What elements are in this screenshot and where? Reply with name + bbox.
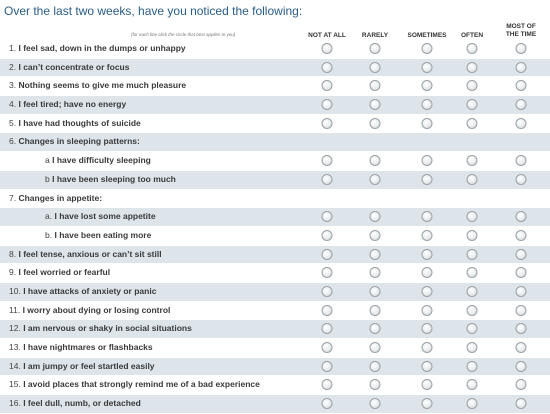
radio-most-of-the-time[interactable] <box>516 118 527 129</box>
question-label <box>45 174 176 184</box>
radio-most-of-the-time[interactable] <box>516 174 527 185</box>
table-row <box>0 40 550 59</box>
radio-rarely[interactable] <box>370 155 381 166</box>
radio-often[interactable] <box>467 286 478 297</box>
question-number: 3. <box>9 80 17 91</box>
table-row <box>0 339 550 358</box>
question-number: a. <box>45 211 53 222</box>
question-text: I feel sad, down in the dumps or unhappy <box>18 43 186 53</box>
radio-most-of-the-time[interactable] <box>516 398 527 409</box>
radio-often[interactable] <box>467 361 478 372</box>
question-text: Changes in sleeping patterns: <box>18 136 140 147</box>
table-row <box>0 264 550 283</box>
radio-not-at-all[interactable] <box>322 99 333 110</box>
radio-often[interactable] <box>467 43 478 54</box>
question-text: I have difficulty sleeping <box>52 155 151 166</box>
table-row <box>0 283 550 302</box>
question-number: 2. <box>9 61 17 72</box>
radio-not-at-all[interactable] <box>322 155 333 166</box>
radio-often[interactable] <box>467 267 478 278</box>
radio-sometimes[interactable] <box>422 118 433 129</box>
question-label <box>9 379 260 389</box>
radio-rarely[interactable] <box>370 43 381 54</box>
question-label <box>9 286 156 296</box>
table-header <box>0 19 550 40</box>
question-number: 12. <box>9 323 21 334</box>
question-number: 10. <box>9 285 21 296</box>
radio-often[interactable] <box>467 62 478 73</box>
table-row <box>0 115 550 134</box>
radio-sometimes[interactable] <box>422 323 433 334</box>
radio-rarely[interactable] <box>370 174 381 185</box>
question-number: 6. <box>9 136 17 147</box>
table-row <box>0 302 550 321</box>
question-text: I have attacks of anxiety or panic <box>23 285 157 296</box>
radio-often[interactable] <box>467 80 478 91</box>
table-row <box>0 320 550 339</box>
question-number: 5. <box>9 117 17 128</box>
radio-often[interactable] <box>467 99 478 110</box>
radio-often[interactable] <box>467 118 478 129</box>
column-header-sometimes: SOMETIMES <box>407 32 447 39</box>
question-label <box>9 80 186 90</box>
radio-most-of-the-time[interactable] <box>516 249 527 260</box>
radio-rarely[interactable] <box>370 99 381 110</box>
question-text: I feel dull, numb, or detached <box>23 398 141 409</box>
question-label <box>9 193 102 203</box>
table-row <box>0 152 550 171</box>
radio-often[interactable] <box>467 398 478 409</box>
radio-often[interactable] <box>467 323 478 334</box>
questionnaire-table <box>0 40 550 414</box>
table-row <box>0 133 550 152</box>
radio-often[interactable] <box>467 342 478 353</box>
radio-often[interactable] <box>467 249 478 260</box>
table-row <box>0 208 550 227</box>
radio-not-at-all[interactable] <box>322 342 333 353</box>
question-label <box>45 230 151 240</box>
question-text: I feel worried or fearful <box>18 267 111 278</box>
radio-sometimes[interactable] <box>422 342 433 353</box>
question-label <box>9 118 141 128</box>
table-row <box>0 246 550 265</box>
radio-rarely[interactable] <box>370 267 381 278</box>
radio-often[interactable] <box>467 305 478 316</box>
radio-not-at-all[interactable] <box>322 174 333 185</box>
table-row <box>0 395 550 414</box>
table-row <box>0 171 550 190</box>
radio-most-of-the-time[interactable] <box>516 80 527 91</box>
radio-not-at-all[interactable] <box>322 267 333 278</box>
radio-sometimes[interactable] <box>422 80 433 91</box>
question-label <box>9 99 126 109</box>
radio-not-at-all[interactable] <box>322 249 333 260</box>
question-text: I have had thoughts of suicide <box>18 117 141 128</box>
radio-rarely[interactable] <box>370 249 381 260</box>
radio-not-at-all[interactable] <box>322 305 333 316</box>
radio-most-of-the-time[interactable] <box>516 267 527 278</box>
question-text: I feel tired; have no energy <box>18 99 127 110</box>
radio-sometimes[interactable] <box>422 174 433 185</box>
table-row <box>0 77 550 96</box>
radio-not-at-all[interactable] <box>322 230 333 241</box>
question-label <box>9 249 162 259</box>
page-title: Over the last two weeks, have you noticed the following: <box>4 4 303 18</box>
table-row <box>0 376 550 395</box>
question-label <box>9 398 141 408</box>
radio-not-at-all[interactable] <box>322 211 333 222</box>
question-text: I worry about dying or losing control <box>22 304 171 315</box>
radio-most-of-the-time[interactable] <box>516 230 527 241</box>
question-number: b. <box>45 229 53 240</box>
question-label <box>9 43 186 53</box>
table-row <box>0 96 550 115</box>
table-row <box>0 59 550 78</box>
table-row <box>0 190 550 209</box>
question-text: I feel tense, anxious or can’t sit still <box>18 248 162 259</box>
radio-not-at-all[interactable] <box>322 323 333 334</box>
radio-sometimes[interactable] <box>422 62 433 73</box>
radio-often[interactable] <box>467 211 478 222</box>
question-label <box>45 211 156 221</box>
question-number: 11. <box>9 304 21 315</box>
question-number: 1. <box>9 43 17 53</box>
radio-most-of-the-time[interactable] <box>516 342 527 353</box>
column-header-rarely: RARELY <box>361 32 389 39</box>
radio-rarely[interactable] <box>370 323 381 334</box>
question-label <box>9 267 110 277</box>
question-text: I am jumpy or feel startled easily <box>23 360 155 371</box>
radio-sometimes[interactable] <box>422 43 433 54</box>
question-label <box>9 305 170 315</box>
question-label <box>45 155 151 165</box>
question-number: 16. <box>9 398 21 409</box>
radio-not-at-all[interactable] <box>322 286 333 297</box>
radio-rarely[interactable] <box>370 305 381 316</box>
radio-sometimes[interactable] <box>422 286 433 297</box>
radio-not-at-all[interactable] <box>322 80 333 91</box>
question-number: 9. <box>9 267 17 278</box>
question-number: 4. <box>9 99 17 110</box>
radio-often[interactable] <box>467 155 478 166</box>
radio-sometimes[interactable] <box>422 99 433 110</box>
question-number: a <box>45 155 50 166</box>
radio-most-of-the-time[interactable] <box>516 323 527 334</box>
radio-most-of-the-time[interactable] <box>516 211 527 222</box>
radio-not-at-all[interactable] <box>322 118 333 129</box>
question-text: I am nervous or shaky in social situations <box>23 323 192 334</box>
radio-rarely[interactable] <box>370 361 381 372</box>
radio-sometimes[interactable] <box>422 155 433 166</box>
question-number: 13. <box>9 342 21 352</box>
radio-rarely[interactable] <box>370 80 381 91</box>
question-text: I have been eating more <box>54 229 152 240</box>
column-header-most-of-the-time: MOST OF THE TIME <box>505 23 537 38</box>
question-number: 14. <box>9 360 21 371</box>
question-number: 8. <box>9 248 17 259</box>
radio-sometimes[interactable] <box>422 398 433 409</box>
radio-not-at-all[interactable] <box>322 43 333 54</box>
radio-rarely[interactable] <box>370 62 381 73</box>
radio-sometimes[interactable] <box>422 361 433 372</box>
radio-rarely[interactable] <box>370 398 381 409</box>
radio-not-at-all[interactable] <box>322 62 333 73</box>
radio-most-of-the-time[interactable] <box>516 305 527 316</box>
radio-rarely[interactable] <box>370 230 381 241</box>
question-label <box>9 62 129 72</box>
radio-most-of-the-time[interactable] <box>516 286 527 297</box>
question-text: I have been sleeping too much <box>52 173 176 184</box>
question-number: 7. <box>9 192 17 203</box>
question-text: Changes in appetite: <box>18 192 103 203</box>
question-text: I can’t concentrate or focus <box>18 61 130 72</box>
column-header-often: OFTEN <box>460 32 484 39</box>
radio-rarely[interactable] <box>370 286 381 297</box>
radio-often[interactable] <box>467 174 478 185</box>
radio-rarely[interactable] <box>370 342 381 353</box>
table-row <box>0 227 550 246</box>
radio-most-of-the-time[interactable] <box>516 99 527 110</box>
question-label <box>9 342 153 352</box>
radio-sometimes[interactable] <box>422 379 433 390</box>
question-number: b <box>45 173 50 184</box>
radio-rarely[interactable] <box>370 118 381 129</box>
question-text: I have nightmares or flashbacks <box>23 342 153 352</box>
question-text: I have lost some appetite <box>54 211 156 222</box>
table-row <box>0 358 550 377</box>
radio-often[interactable] <box>467 379 478 390</box>
radio-sometimes[interactable] <box>422 249 433 260</box>
radio-sometimes[interactable] <box>422 305 433 316</box>
question-label <box>9 361 155 371</box>
radio-not-at-all[interactable] <box>322 379 333 390</box>
question-text: Nothing seems to give me much pleasure <box>18 80 187 91</box>
radio-sometimes[interactable] <box>422 211 433 222</box>
radio-not-at-all[interactable] <box>322 398 333 409</box>
radio-not-at-all[interactable] <box>322 361 333 372</box>
radio-rarely[interactable] <box>370 379 381 390</box>
radio-most-of-the-time[interactable] <box>516 62 527 73</box>
radio-sometimes[interactable] <box>422 267 433 278</box>
radio-most-of-the-time[interactable] <box>516 43 527 54</box>
radio-most-of-the-time[interactable] <box>516 379 527 390</box>
radio-most-of-the-time[interactable] <box>516 361 527 372</box>
question-label <box>9 136 140 146</box>
radio-often[interactable] <box>467 230 478 241</box>
instruction-hint: (for each line click the circle that best applies to you) <box>131 32 236 37</box>
question-text: I avoid places that strongly remind me of a bad experience <box>23 379 260 390</box>
radio-most-of-the-time[interactable] <box>516 155 527 166</box>
column-header-not-at-all: NOT AT ALL <box>308 32 346 39</box>
question-number: 15. <box>9 379 21 390</box>
question-label <box>9 323 192 333</box>
radio-rarely[interactable] <box>370 211 381 222</box>
radio-sometimes[interactable] <box>422 230 433 241</box>
